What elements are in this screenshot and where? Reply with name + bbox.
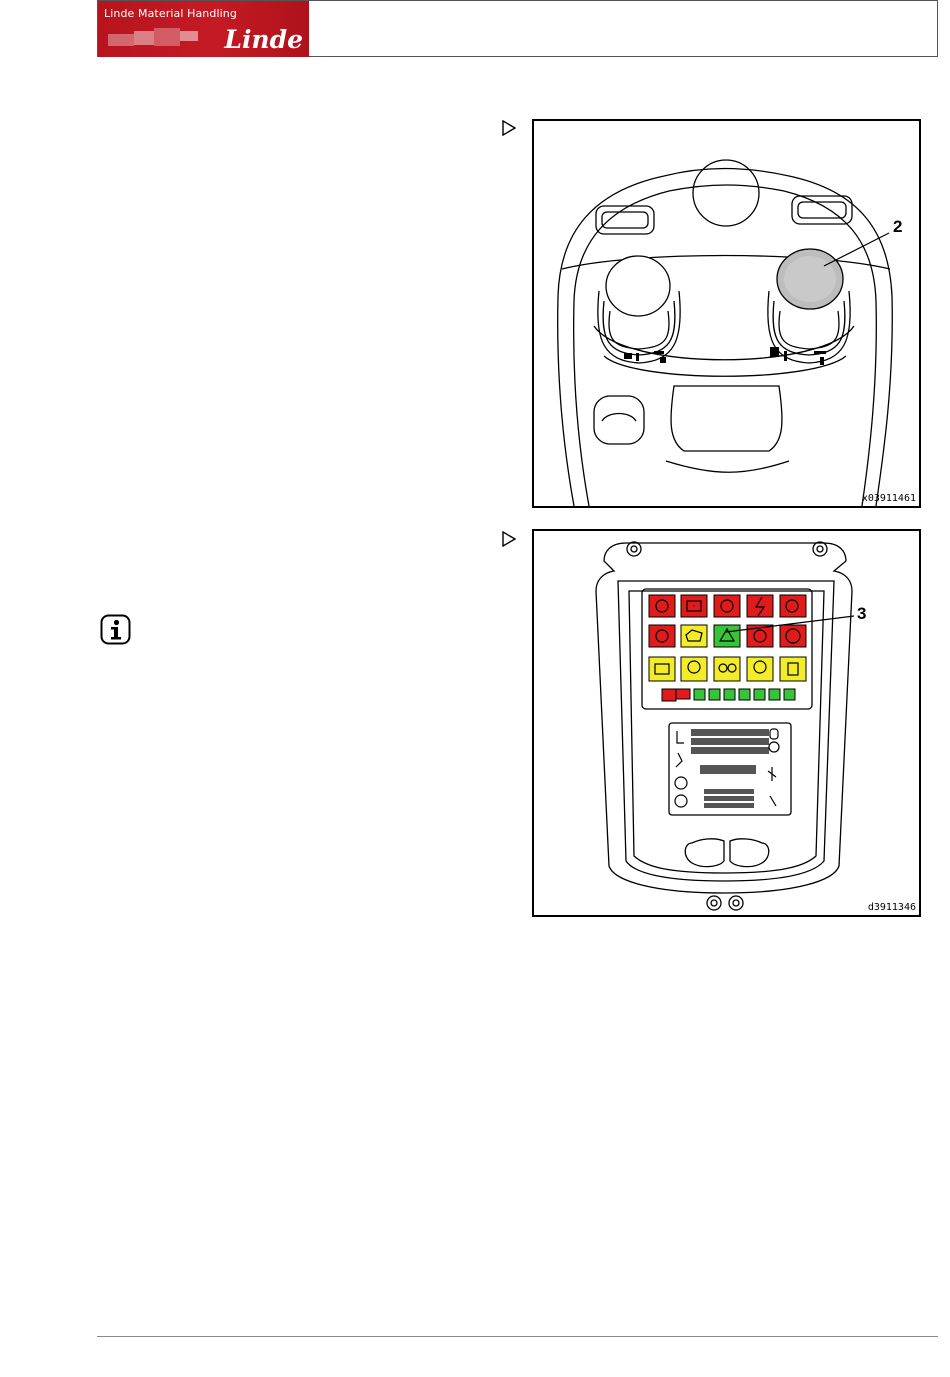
- triangle-right-icon: [502, 531, 516, 547]
- figure-joystick-panel: [532, 119, 921, 508]
- figure-code: x03911461: [861, 493, 916, 504]
- figure-display-unit: [532, 529, 921, 917]
- callout-label: 3: [857, 604, 867, 623]
- footer-divider: [97, 1336, 938, 1337]
- callout-label: 2: [893, 217, 903, 236]
- joystick-drawing: [534, 121, 919, 506]
- triangle-right-icon: [502, 120, 516, 136]
- info-icon: [100, 614, 131, 645]
- figure-code: d3911346: [867, 902, 916, 913]
- brand-top-text: Linde Material Handling: [104, 7, 237, 20]
- linde-logo: [98, 1, 309, 57]
- page-header: [97, 0, 938, 57]
- brand-logo-text: Linde: [224, 25, 303, 54]
- display-drawing: [534, 531, 919, 915]
